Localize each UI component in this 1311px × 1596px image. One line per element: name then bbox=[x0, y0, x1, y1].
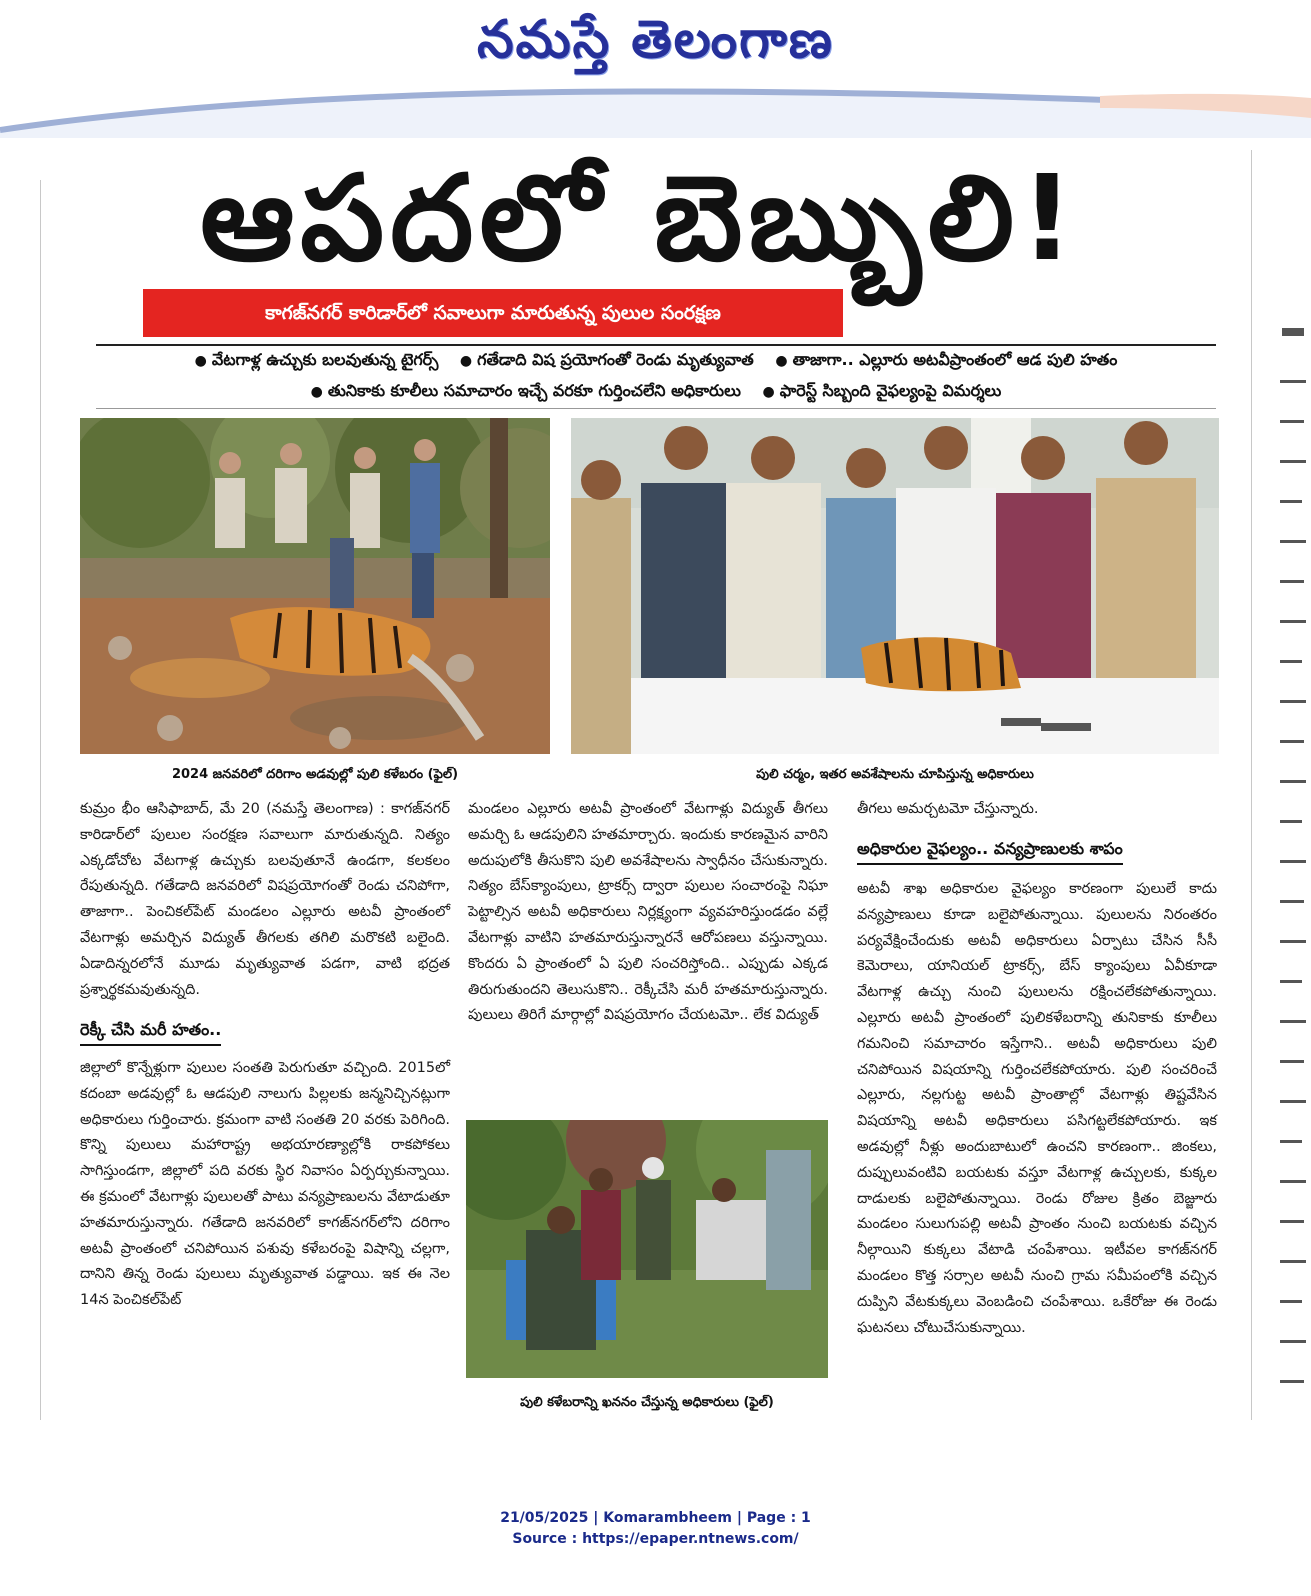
bullets-row-2 bbox=[96, 376, 1216, 406]
paragraph: తీగలు అమర్చటమో చేస్తున్నారు. bbox=[857, 801, 1039, 817]
masthead-title: నమస్తే తెలంగాణ bbox=[477, 9, 834, 70]
bullet-item: ● తాజాగా.. ఎల్లూరు అటవీప్రాంతంలో ఆడ పులి హతం bbox=[775, 350, 1118, 369]
right-margin-rule bbox=[1251, 150, 1252, 1420]
masthead-swoosh bbox=[0, 78, 1311, 138]
bullets-row-1 bbox=[96, 345, 1216, 375]
page-footer bbox=[0, 1508, 1311, 1550]
footer-date-edition: 21/05/2025 | Komarambheem | Page : 1 bbox=[500, 1510, 811, 1526]
article-column-3 bbox=[857, 877, 1217, 1347]
section-heading-failure: అధికారుల వైఫల్యం.. వన్యప్రాణులకు శాపం bbox=[857, 835, 1123, 865]
paragraph: కుమ్రం భీం ఆసిఫాబాద్, మే 20 (నమస్తే తెలంగాణ) : కాగజ్‌నగర్ కారిడార్‌లో పులుల సంరక్షణ సవాలుగా మారుతున్నది. నిత్యం ఎక్కడోచోట వేటగాళ్ల ఉచ్చుకు బలవుతూనే ఉండగా, కలకలం రేపుతున్నది. గతేడాది జనవరిలో విషప్రయోగంతో రెండు చనిపోగా, తాజాగా.. పెంచికల్‌పేట్ మండలం ఎల్లూరు అటవీ ప్రాంతంలో వేటగాళ్లు అమర్చిన విద్యుత్ తీగలకు తగిలి మరొకటి బలైంది. ఏడాదిన్నరలోనే మూడు మృత్యువాత పడగా, వాటి భద్రత ప్రశ్నార్థకమవుతున్నది. bbox=[80, 801, 450, 998]
bullet-item: ● తునికాకు కూలీలు సమాచారం ఇచ్చే వరకూ గుర్తించలేని అధికారులు bbox=[310, 381, 741, 400]
section-heading-reccee: రెక్కీ చేసి మరీ హతం.. bbox=[80, 1016, 221, 1046]
photo-tiger-carcass bbox=[80, 418, 550, 754]
photo-caption-3: పులి కళేబరాన్ని ఖననం చేస్తున్న అధికారులు (ఫైల్) bbox=[520, 1395, 774, 1410]
photo-caption-1: 2024 జనవరిలో దరిగాం అడవుల్లో పులి కళేబరం (ఫైల్) bbox=[171, 767, 459, 782]
bullet-item: ● గతేడాది విష ప్రయోగంతో రెండు మృత్యువాత bbox=[459, 350, 754, 369]
photo-tiger-burial bbox=[466, 1120, 828, 1378]
subheadline-banner: కాగజ్‌నగర్ కారిడార్‌లో సవాలుగా మారుతున్న పులుల సంరక్షణ bbox=[143, 289, 843, 337]
footer-source-link[interactable]: Source : https://epaper.ntnews.com/ bbox=[512, 1531, 799, 1547]
paragraph: జిల్లాలో కొన్నేళ్లుగా పులుల సంతతి పెరుగుతూ వచ్చింది. 2015లో కదంబా అడవుల్లో ఓ ఆడపులి నాలుగు పిల్లలకు జన్మనిచ్చినట్లుగా అధికారులు గుర్తించారు. క్రమంగా వాటి సంతతి 20 వరకు పెరిగింది. కొన్ని పులులు మహారాష్ట్ర అభయారణ్యాల్లోకి రాకపోకలు సాగిస్తుండగా, జిల్లాలో పది వరకు స్థిర నివాసం ఏర్పర్చుకున్నాయి. ఈ క్రమంలో వేటగాళ్లు పులులతో పాటు వన్యప్రాణులను వేటాడుతూ హతమారుస్తున్నారు. గతేడాది జనవరిలో కాగజ్‌నగర్‌లోని దరిగాం అటవీ ప్రాంతంలో చనిపోయిన పశువు కళేబరంపై విషాన్ని చల్లగా, దానిని తిన్న రెండు పులులు మృత్యువాత పడ్డాయి. ఇక ఈ నెల 14న పెంచికల్‌పేట్ bbox=[80, 1060, 450, 1309]
paragraph: అటవీ శాఖ అధికారుల వైఫల్యం కారణంగా పులులే కాదు వన్యప్రాణులు కూడా బలైపోతున్నాయి. పులులను నిరంతరం పర్యవేక్షించేందుకు అటవీ అధికారులు ఏర్పాటు చేసిన సీసీ కెమెరాలు, యానియల్ ట్రాకర్స్, బేస్ క్యాంపులు ఏవీకూడా వేటగాళ్ల ఉచ్చు నుంచి పులులను రక్షించలేకపోతున్నాయి. ఎల్లూరు అటవీ ప్రాంతంలో పులికళేబరాన్ని తునికాకు కూలీలు గమనించి సమాచారం ఇస్తేగాని.. అటవీ అధికారులు పులి చనిపోయిన విషయాన్ని గుర్తించలేకపోయారు. పులి సంచరించే ఎల్లూరు, నల్లగుట్ట అటవీ ప్రాంతాల్లో వేటగాళ్లు తిష్టవేసిన విషయాన్ని అటవీ అధికారులు పసిగట్టలేకపోయారు. ఇక అడవుల్లో నీళ్లు అందుబాటులో ఉంచని కారణంగా.. జింకలు, దుప్పులువంటివి బయటకు వస్తూ వేటగాళ్ల ఉచ్చులకు, కుక్కల దాడులకు బలైపోతున్నాయి. రెండు రోజుల క్రితం బెజ్జూరు మండలం సులుగుపల్లి అటవీ ప్రాంతం నుంచి బయటకు వచ్చిన నీల్గాయిని కుక్కలు వేటాడి చంపేశాయి. ఇటీవల కాగజ్‌నగర్ మండలం కొత్త సర్సాల అటవీ నుంచి గ్రామ సమీపంలోకి వచ్చిన దుప్పిని వేటకుక్కలు వెంబడించి చంపేశాయి. ఒకేరోజు ఈ రెండు ఘటనలు చోటుచేసుకున్నాయి. bbox=[857, 881, 1217, 1336]
photo-officials-tiger-skin bbox=[571, 418, 1219, 754]
headline: ఆపదలో బెబ్బులి! bbox=[200, 149, 1080, 287]
article-column-2 bbox=[468, 797, 828, 1035]
bullets-bottom-rule bbox=[96, 408, 1216, 409]
bullet-item: ● వేటగాళ్ల ఉచ్చుకు బలవుతున్న టైగర్స్ bbox=[194, 350, 439, 369]
article-column-1-cont bbox=[80, 1056, 450, 1320]
article-column-1 bbox=[80, 797, 450, 1009]
bullet-item: ● ఫారెస్ట్ సిబ్బంది వైఫల్యంపై విమర్శలు bbox=[762, 381, 1002, 400]
adjacent-article-edge bbox=[1274, 320, 1311, 1420]
left-margin-rule bbox=[40, 180, 41, 1420]
article-column-3-top bbox=[857, 797, 1217, 829]
photo-caption-2: పులి చర్మం, ఇతర అవశేషాలను చూపిస్తున్న అధికారులు bbox=[756, 767, 1034, 782]
paragraph: మండలం ఎల్లూరు అటవీ ప్రాంతంలో వేటగాళ్లు విద్యుత్ తీగలు అమర్చి ఓ ఆడపులిని హతమార్చారు. ఇందుకు కారణమైన వారిని అదుపులోకి తీసుకొని పులి అవశేషాలను స్వాధీనం చేసుకున్నారు. నిత్యం బేస్‌క్యాంపులు, ట్రాకర్స్ ద్వారా పులుల సంచారంపై నిఘా పెట్టాల్సిన అటవీ అధికారులు నిర్లక్ష్యంగా వ్యవహరిస్తుండడం వల్లే వేటగాళ్లు వాటిని హతమారుస్తున్నారనే ఆరోపణలు వస్తున్నాయి. కొందరు ఏ ప్రాంతంలో ఏ పులి సంచరిస్తోంది.. ఎప్పుడు ఎక్కడ తిరుగుతుందని తెలుసుకొని.. రెక్కీచేసి మరీ హతమారుస్తున్నారు. పులులు తిరిగే మార్గాల్లో విషప్రయోగం చేయటమో.. లేక విద్యుత్ bbox=[468, 801, 828, 1024]
